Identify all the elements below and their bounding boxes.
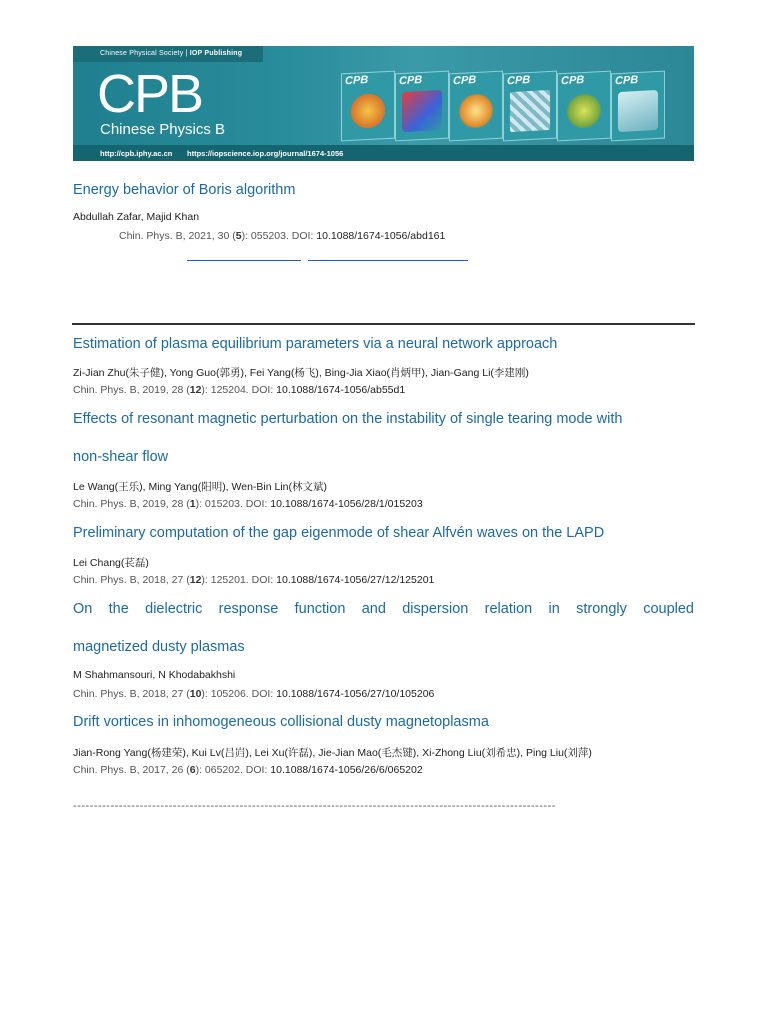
related-authors: Jian-Rong Yang(杨建荣), Kui Lv(吕岿), Lei Xu(许磊), Jie-Jian Mao(毛杰键), Xi-Zhong Liu(刘希忠), Ping Liu(刘萍) bbox=[73, 747, 592, 759]
journal-cover bbox=[341, 71, 395, 142]
related-citation bbox=[73, 384, 405, 396]
related-citation bbox=[73, 498, 423, 510]
link-underline bbox=[187, 260, 301, 261]
cite-suffix: ): 105206. DOI: bbox=[201, 688, 277, 700]
footer-dashed-rule: -------------------------------------------------------------------------------------------------------------------- bbox=[73, 800, 556, 812]
cover-label: CPB bbox=[399, 73, 423, 88]
publisher-name: IOP Publishing bbox=[189, 50, 243, 57]
cite-prefix: Chin. Phys. B, 2019, 28 ( bbox=[73, 384, 190, 396]
cite-suffix: ): 015203. DOI: bbox=[195, 498, 271, 510]
cover-label: CPB bbox=[453, 73, 477, 88]
cite-issue: 5 bbox=[235, 230, 242, 242]
related-title-continued[interactable]: non-shear flow bbox=[73, 449, 169, 465]
journal-cover bbox=[611, 71, 665, 142]
section-divider bbox=[72, 323, 695, 325]
cover-art bbox=[510, 90, 550, 132]
journal-banner bbox=[73, 46, 694, 161]
cite-issue: 12 bbox=[189, 574, 202, 586]
cover-art bbox=[348, 90, 388, 132]
article-title[interactable]: Energy behavior of Boris algorithm bbox=[73, 182, 296, 198]
related-title-continued[interactable]: magnetized dusty plasmas bbox=[73, 639, 245, 655]
cite-suffix: ): 055203. DOI: bbox=[241, 230, 317, 242]
cite-issue: 12 bbox=[189, 384, 202, 396]
link-underline bbox=[308, 260, 468, 261]
related-authors: Lei Chang(苌磊) bbox=[73, 557, 149, 569]
cover-art bbox=[456, 90, 496, 132]
cite-prefix: Chin. Phys. B, 2017, 26 ( bbox=[73, 764, 190, 776]
iop-url[interactable]: https://iopscience.iop.org/journal/1674-1056 bbox=[187, 149, 344, 158]
cite-suffix: ): 125204. DOI: bbox=[201, 384, 277, 396]
cpb-url[interactable]: http://cpb.iphy.ac.cn bbox=[100, 149, 173, 158]
doi-link[interactable]: 10.1088/1674-1056/27/10/105206 bbox=[276, 688, 435, 700]
related-title[interactable]: Drift vortices in inhomogeneous collisional dusty magnetoplasma bbox=[73, 714, 489, 730]
doi-link[interactable]: 10.1088/1674-1056/abd161 bbox=[316, 230, 446, 242]
cover-label: CPB bbox=[345, 73, 369, 88]
cite-issue: 10 bbox=[189, 688, 202, 700]
doi-link[interactable]: 10.1088/1674-1056/28/1/015203 bbox=[270, 498, 423, 510]
cite-prefix: Chin. Phys. B, 2018, 27 ( bbox=[73, 574, 190, 586]
cpb-logo: CPB bbox=[97, 64, 203, 124]
cite-prefix: Chin. Phys. B, 2021, 30 ( bbox=[119, 230, 236, 242]
related-citation bbox=[73, 688, 434, 700]
cite-prefix: Chin. Phys. B, 2018, 27 ( bbox=[73, 688, 190, 700]
cite-issue: 6 bbox=[189, 764, 196, 776]
related-title[interactable]: Estimation of plasma equilibrium parameters via a neural network approach bbox=[73, 336, 558, 352]
cite-suffix: ): 065202. DOI: bbox=[195, 764, 271, 776]
related-title[interactable]: Effects of resonant magnetic perturbation on the instability of single tearing mode with bbox=[73, 411, 623, 427]
doi-link[interactable]: 10.1088/1674-1056/26/6/065202 bbox=[270, 764, 423, 776]
cover-label: CPB bbox=[615, 73, 639, 88]
cite-prefix: Chin. Phys. B, 2019, 28 ( bbox=[73, 498, 190, 510]
journal-cover bbox=[449, 71, 503, 142]
cover-art bbox=[564, 90, 604, 132]
related-citation bbox=[73, 764, 423, 776]
article-citation bbox=[119, 230, 445, 242]
journal-cover bbox=[557, 71, 611, 142]
related-citation bbox=[73, 574, 434, 586]
cover-label: CPB bbox=[507, 73, 531, 88]
doi-link[interactable]: 10.1088/1674-1056/27/12/125201 bbox=[276, 574, 435, 586]
cover-art bbox=[618, 90, 658, 132]
related-title[interactable]: On the dielectric response function and dispersion relation in strongly coupled bbox=[73, 601, 694, 617]
journal-cover bbox=[395, 71, 449, 142]
cover-art bbox=[402, 90, 442, 132]
cite-issue: 1 bbox=[189, 498, 196, 510]
banner-society: Chinese Physical Society | IOP Publishing bbox=[100, 50, 243, 57]
society-name: Chinese Physical Society bbox=[100, 50, 184, 57]
related-authors: Le Wang(王乐), Ming Yang(阳明), Wen-Bin Lin(林文斌) bbox=[73, 481, 328, 493]
article-authors: Abdullah Zafar, Majid Khan bbox=[73, 211, 200, 223]
related-authors: M Shahmansouri, N Khodabakhshi bbox=[73, 669, 236, 681]
journal-name: Chinese Physics B bbox=[100, 121, 226, 138]
doi-link[interactable]: 10.1088/1674-1056/ab55d1 bbox=[276, 384, 406, 396]
journal-cover bbox=[503, 71, 557, 142]
related-authors: Zi-Jian Zhu(朱子健), Yong Guo(郭勇), Fei Yang(杨飞), Bing-Jia Xiao(肖炳甲), Jian-Gang Li(李建刚) bbox=[73, 367, 529, 379]
cite-suffix: ): 125201. DOI: bbox=[201, 574, 277, 586]
cover-label: CPB bbox=[561, 73, 585, 88]
related-title[interactable]: Preliminary computation of the gap eigenmode of shear Alfvén waves on the LAPD bbox=[73, 525, 605, 541]
